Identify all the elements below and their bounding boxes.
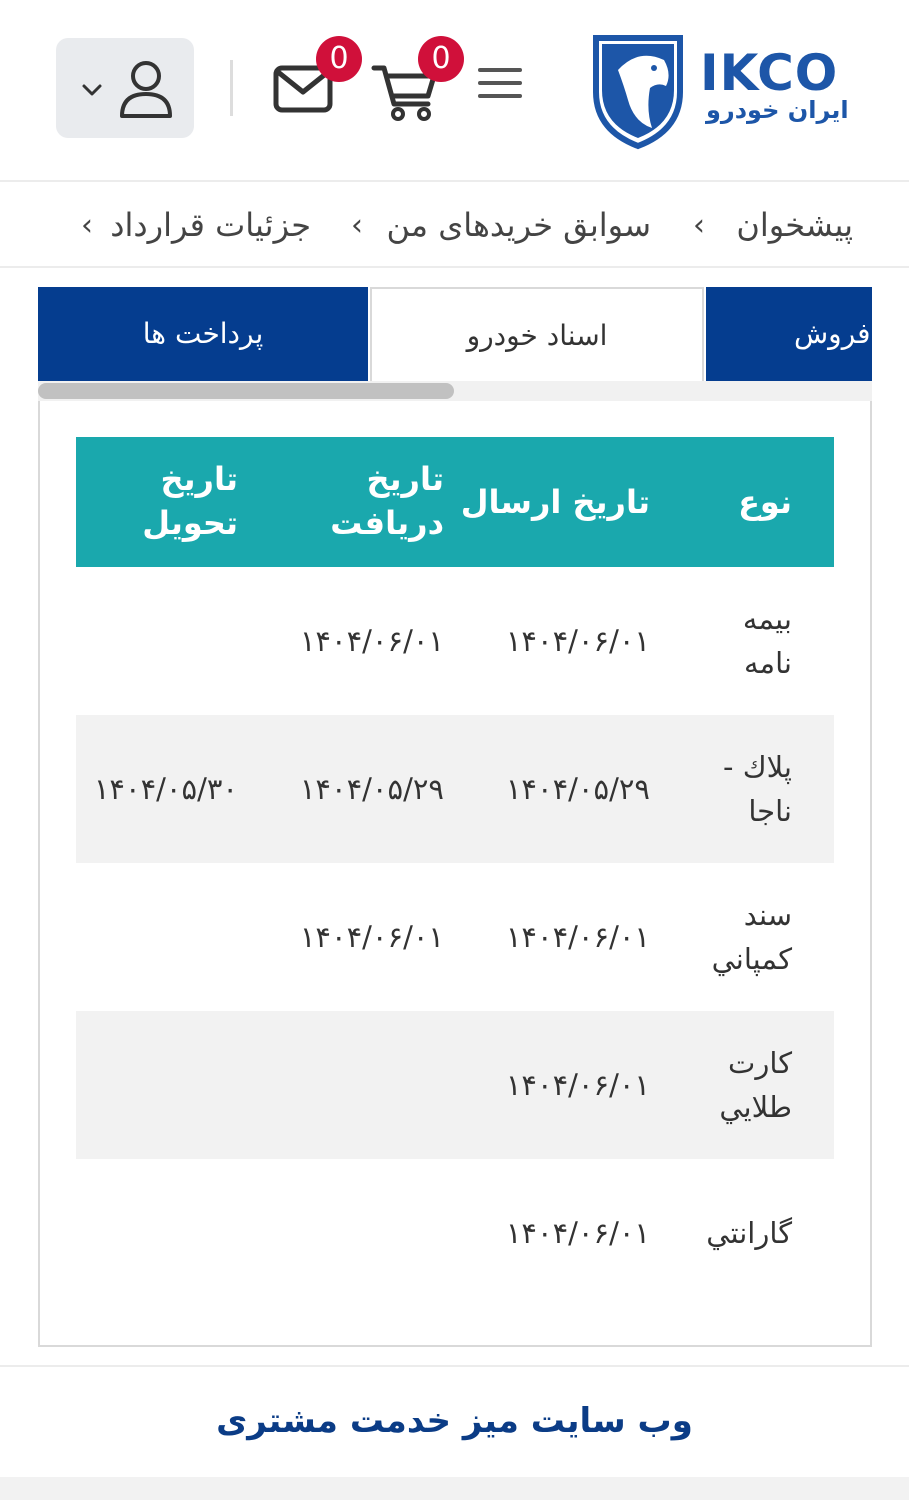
- cell-type: كارت طلايي: [719, 1046, 792, 1124]
- cell-received-date: ۱۴۰۴/۰۶/۰۱: [299, 920, 444, 954]
- menu-icon: [478, 68, 526, 98]
- cell-delivered-date: ۱۴۰۴/۰۵/۳۰: [93, 772, 238, 806]
- tab-payments[interactable]: پرداخت ها: [38, 287, 368, 381]
- logo-text: IKCO: [700, 44, 839, 102]
- chevron-right-icon: ›: [693, 208, 705, 243]
- header-divider: [230, 60, 233, 116]
- breadcrumb: [0, 182, 909, 268]
- cart-count-badge: 0: [418, 36, 464, 82]
- chevron-down-icon: [80, 80, 104, 100]
- customer-service-desk-link[interactable]: وب سایت میز خدمت مشتری: [216, 1401, 693, 1441]
- cell-received-date: ۱۴۰۴/۰۵/۲۹: [299, 772, 444, 806]
- header-type: نوع: [738, 483, 792, 521]
- header-sent-date: تاریخ ارسال: [460, 483, 650, 521]
- footer: [0, 1365, 909, 1477]
- logo-subtitle: ایران خودرو: [706, 96, 849, 124]
- tabs-scrollbar-thumb[interactable]: [38, 383, 454, 399]
- table-row: [76, 863, 834, 1011]
- messages-button[interactable]: [270, 41, 349, 122]
- tab-sales[interactable]: فروش: [706, 287, 872, 381]
- table-row: [76, 715, 834, 863]
- cell-type: گارانتي: [706, 1216, 792, 1250]
- table-row: [76, 567, 834, 715]
- cell-received-date: ۱۴۰۴/۰۶/۰۱: [299, 624, 444, 658]
- cart-button[interactable]: [370, 41, 451, 122]
- breadcrumb-purchase-history[interactable]: سوابق خریدهای من: [386, 206, 651, 244]
- app-header: [0, 0, 909, 182]
- table-row: [76, 1011, 834, 1159]
- contract-tabs: [38, 287, 872, 381]
- cell-sent-date: ۱۴۰۴/۰۶/۰۱: [505, 624, 650, 658]
- cell-type: پلاك - ناجا: [723, 750, 792, 828]
- cell-sent-date: ۱۴۰۴/۰۶/۰۱: [505, 920, 650, 954]
- header-received-date: تاریخ دریافت: [330, 460, 444, 542]
- documents-panel: [38, 401, 872, 1347]
- chevron-right-icon: ›: [351, 208, 363, 243]
- user-menu-button[interactable]: [56, 38, 194, 138]
- cell-sent-date: ۱۴۰۴/۰۶/۰۱: [505, 1068, 650, 1102]
- cell-sent-date: ۱۴۰۴/۰۶/۰۱: [505, 1216, 650, 1250]
- cell-type: سند كمپاني: [711, 898, 792, 976]
- user-icon: [116, 58, 176, 122]
- cell-type: بیمه نامه: [742, 602, 792, 680]
- horse-shield-icon: [588, 30, 688, 150]
- cell-sent-date: ۱۴۰۴/۰۵/۲۹: [505, 772, 650, 806]
- tab-car-documents[interactable]: اسناد خودرو: [370, 287, 704, 381]
- tabs-scrollbar[interactable]: [38, 381, 872, 401]
- breadcrumb-contract-details[interactable]: جزئیات قرارداد: [110, 206, 311, 244]
- ikco-logo[interactable]: [588, 30, 850, 150]
- header-delivered-date: تاریخ تحویل: [142, 460, 238, 542]
- mail-count-badge: 0: [316, 36, 362, 82]
- breadcrumb-dashboard[interactable]: پیشخوان: [736, 206, 853, 244]
- table-header: [76, 437, 834, 567]
- chevron-right-icon: ›: [81, 208, 93, 243]
- menu-button[interactable]: [478, 68, 526, 108]
- footer-strip: [0, 1477, 909, 1500]
- table-row: [76, 1159, 834, 1307]
